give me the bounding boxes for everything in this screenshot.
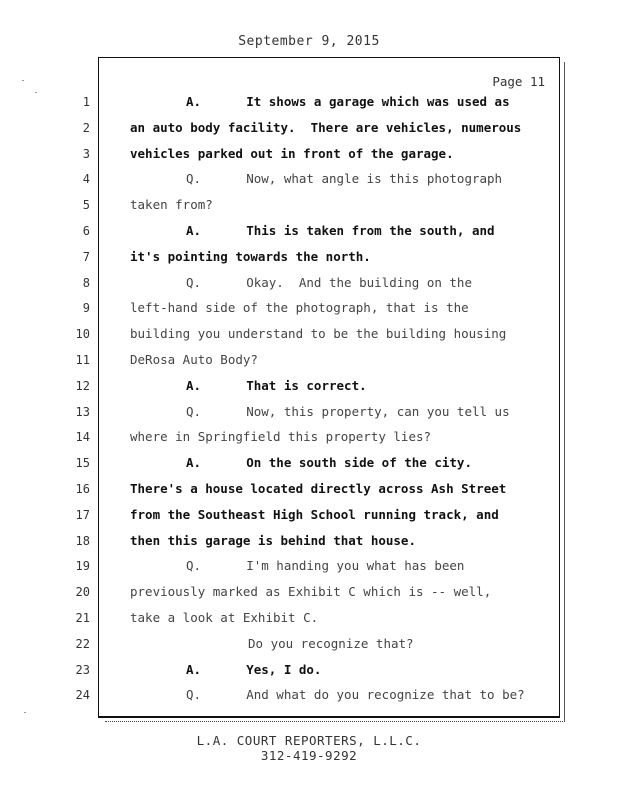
transcript-line bbox=[0, 426, 618, 448]
line-text: Do you recognize that? bbox=[248, 635, 414, 651]
scan-speck bbox=[24, 712, 26, 713]
line-text: DeRosa Auto Body? bbox=[130, 352, 258, 367]
transcript-line bbox=[0, 168, 618, 190]
line-number: 19 bbox=[75, 559, 90, 574]
reporter-company: L.A. COURT REPORTERS, L.L.C. bbox=[196, 733, 422, 748]
line-text: Q. Now, what angle is this photograph bbox=[186, 171, 503, 187]
transcript-line bbox=[0, 478, 618, 500]
line-text: from the Southeast High School running track, and bbox=[130, 506, 499, 522]
transcript-line bbox=[0, 530, 618, 552]
line-text: taken from? bbox=[130, 197, 213, 213]
transcript-line bbox=[0, 504, 618, 526]
line-number: 24 bbox=[75, 688, 90, 703]
line-number: 21 bbox=[75, 611, 90, 625]
line-text: an auto body facility. There are vehicles, numerous bbox=[130, 119, 522, 135]
line-text: A. It shows a garage which was used as bbox=[186, 94, 510, 109]
line-text: building you understand to be the building housing bbox=[130, 326, 507, 342]
line-number: 10 bbox=[75, 327, 90, 342]
line-text: Q. Now, this property, can you tell us bbox=[186, 403, 510, 419]
line-text: it's pointing towards the north. bbox=[130, 248, 371, 264]
line-text: A. On the south side of the city. bbox=[186, 455, 472, 471]
line-number: 23 bbox=[75, 662, 90, 677]
line-text: There's a house located directly across Ash Street bbox=[130, 481, 507, 496]
line-number: 9 bbox=[82, 301, 90, 316]
line-number: 22 bbox=[75, 636, 90, 651]
line-number: 14 bbox=[75, 430, 90, 445]
line-number: 7 bbox=[82, 249, 90, 264]
line-text: Q. And what do you recognize that to be? bbox=[186, 687, 525, 703]
line-number: 15 bbox=[75, 456, 90, 471]
transcript-line bbox=[0, 684, 618, 706]
transcript-line bbox=[0, 117, 618, 139]
line-text: take a look at Exhibit C. bbox=[130, 610, 319, 625]
line-number: 16 bbox=[75, 482, 90, 496]
scan-speck bbox=[35, 92, 37, 93]
line-text: Q. Okay. And the building on the bbox=[186, 274, 472, 290]
line-number: 1 bbox=[82, 95, 90, 109]
line-number: 11 bbox=[75, 353, 90, 367]
line-number: 8 bbox=[82, 275, 90, 290]
line-text: Q. I'm handing you what has been bbox=[186, 558, 465, 574]
transcript-line bbox=[0, 659, 618, 681]
transcript-line bbox=[0, 220, 618, 242]
line-text: then this garage is behind that house. bbox=[130, 532, 416, 548]
line-text: where in Springfield this property lies? bbox=[130, 429, 432, 445]
line-text: previously marked as Exhibit C which is -- well, bbox=[130, 584, 492, 600]
transcript-line bbox=[0, 194, 618, 216]
transcript-line bbox=[0, 246, 618, 268]
reporter-phone: 312-419-9292 bbox=[260, 748, 358, 763]
page-edge-shadow-bottom bbox=[105, 718, 563, 722]
line-text: vehicles parked out in front of the garage. bbox=[130, 145, 454, 161]
transcript-line bbox=[0, 375, 618, 397]
line-text: left-hand side of the photograph, that is the bbox=[130, 300, 469, 316]
line-number: 2 bbox=[82, 120, 90, 135]
line-number: 12 bbox=[75, 378, 90, 393]
line-number: 13 bbox=[75, 404, 90, 419]
line-text: A. That is correct. bbox=[186, 377, 367, 393]
line-number: 17 bbox=[75, 507, 90, 522]
transcript-line bbox=[0, 555, 618, 577]
line-number: 5 bbox=[82, 198, 90, 213]
transcript-line bbox=[0, 607, 618, 629]
transcript-line bbox=[0, 143, 618, 165]
transcript-line bbox=[0, 401, 618, 423]
transcript-line bbox=[0, 581, 618, 603]
transcript-line bbox=[0, 349, 618, 371]
line-number: 18 bbox=[75, 533, 90, 548]
scan-speck bbox=[22, 80, 24, 81]
line-number: 4 bbox=[82, 172, 90, 187]
transcript-line bbox=[0, 323, 618, 345]
line-text: A. This is taken from the south, and bbox=[186, 223, 495, 238]
line-number: 6 bbox=[82, 224, 90, 238]
transcript-line bbox=[0, 91, 618, 113]
page-number: Page 11 bbox=[492, 74, 545, 89]
transcript-line bbox=[0, 272, 618, 294]
transcript-date-header: September 9, 2015 bbox=[238, 34, 380, 49]
transcript-line bbox=[0, 633, 618, 655]
line-text: A. Yes, I do. bbox=[186, 661, 322, 677]
transcript-line bbox=[0, 452, 618, 474]
line-number: 3 bbox=[82, 146, 90, 161]
line-number: 20 bbox=[75, 585, 90, 600]
transcript-line bbox=[0, 297, 618, 319]
